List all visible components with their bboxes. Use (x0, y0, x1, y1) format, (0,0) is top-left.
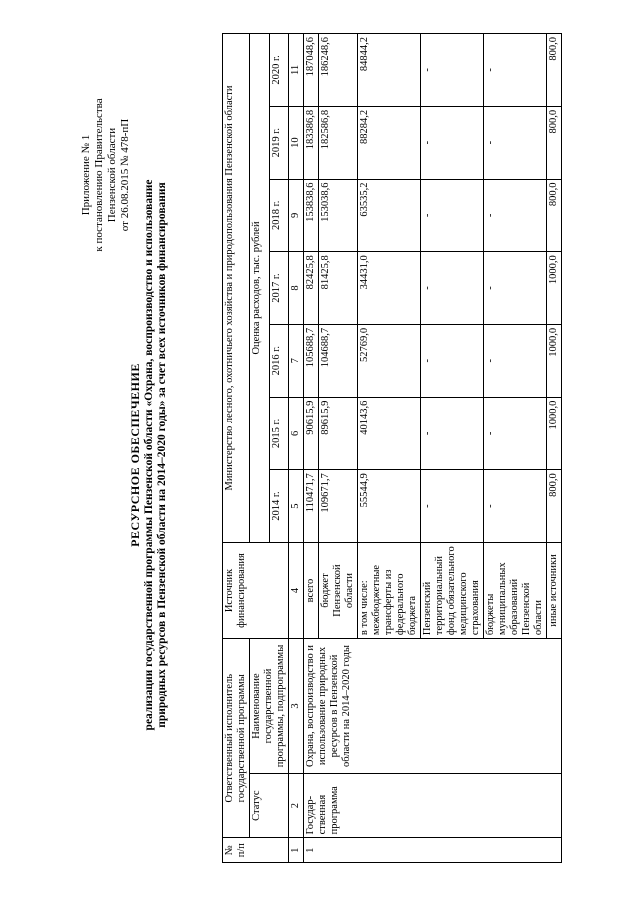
column-number: 3 (289, 639, 304, 774)
value-cell: 800,0 (547, 34, 562, 107)
header-program-name: Наименование государственной программы, подпрограммы (250, 639, 289, 774)
header-year: 2014 г. (269, 470, 289, 543)
value-cell: 800,0 (547, 106, 562, 179)
value-cell: - (484, 252, 547, 325)
value-cell: 52769,0 (358, 324, 421, 397)
column-number: 5 (289, 470, 304, 543)
value-cell: - (484, 179, 547, 252)
column-number: 2 (289, 773, 304, 837)
document-title (128, 45, 169, 865)
value-cell: 1000,0 (547, 324, 562, 397)
source-cell: в том числе: межбюджетные трансферты из федерального бюджета (358, 542, 421, 638)
appendix-line: Пензенской области (106, 127, 118, 223)
value-cell: - (484, 34, 547, 107)
value-cell: 104688,7 (319, 324, 358, 397)
value-cell: 153038,6 (319, 179, 358, 252)
value-cell: 153838,6 (304, 179, 319, 252)
header-year: 2019 г. (269, 106, 289, 179)
appendix-line: Приложение № 1 (80, 134, 92, 216)
value-cell: 88284,2 (358, 106, 421, 179)
header-year: 2018 г. (269, 179, 289, 252)
header-year: 2015 г. (269, 397, 289, 470)
value-cell: - (484, 324, 547, 397)
column-number: 11 (289, 34, 304, 107)
value-cell: 186248,6 (319, 34, 358, 107)
header-year: 2020 г. (269, 34, 289, 107)
table-row (304, 34, 319, 863)
value-cell: 84844,2 (358, 34, 421, 107)
value-cell: - (484, 470, 547, 543)
value-cell: 55544,9 (358, 470, 421, 543)
value-cell: 63535,2 (358, 179, 421, 252)
column-number: 7 (289, 324, 304, 397)
value-cell: 82425,8 (304, 252, 319, 325)
value-cell: 800,0 (547, 179, 562, 252)
appendix-line: от 26.08.2015 № 478-пП (119, 118, 131, 232)
value-cell: - (484, 106, 547, 179)
column-number: 4 (289, 542, 304, 638)
column-number: 9 (289, 179, 304, 252)
value-cell: - (484, 397, 547, 470)
source-cell: всего (304, 542, 319, 638)
value-cell: 800,0 (547, 470, 562, 543)
title-main: РЕСУРСНОЕ ОБЕСПЕЧЕНИЕ (128, 363, 142, 547)
value-cell: 89615,9 (319, 397, 358, 470)
header-status: Статус (250, 773, 289, 837)
value-cell: - (421, 324, 484, 397)
column-numbers-row (289, 34, 304, 863)
value-cell: - (421, 106, 484, 179)
title-line: реализации государственной программы Пензенской области «Охрана, воспроизводство и использование (143, 179, 155, 731)
source-cell: иные источники (547, 542, 562, 638)
header-year: 2016 г. (269, 324, 289, 397)
value-cell: 34431,0 (358, 252, 421, 325)
resource-table (222, 33, 562, 863)
value-cell: 109671,7 (319, 470, 358, 543)
header-no: № п/п (223, 838, 289, 863)
appendix-block (80, 85, 132, 265)
value-cell: 1000,0 (547, 252, 562, 325)
source-cell: бюджеты муниципальных образований Пензенской области (484, 542, 547, 638)
source-cell: бюджет Пензенской области (319, 542, 358, 638)
header-ministry: Министерство лесного, охотничьего хозяйства и природопользования Пензенской области (223, 34, 250, 543)
value-cell: 182586,8 (319, 106, 358, 179)
column-number: 6 (289, 397, 304, 470)
value-cell: - (421, 397, 484, 470)
value-cell: - (421, 179, 484, 252)
value-cell: 40143,6 (358, 397, 421, 470)
header-source: Источник финансирования (223, 542, 289, 638)
header-row (250, 34, 270, 863)
column-number: 1 (289, 838, 304, 863)
value-cell: - (421, 34, 484, 107)
program-name: Охрана, воспроизводство и использование природных ресурсов в Пензенской области на 2014–2020 годы (304, 639, 562, 774)
header-row (223, 34, 250, 863)
header-estimate: Оценка расходов, тыс. рублей (250, 34, 270, 543)
value-cell: 183386,8 (304, 106, 319, 179)
value-cell: - (421, 252, 484, 325)
title-line: природных ресурсов в Пензенской области на 2014–2020 годы» за счет всех источников финансирования (156, 182, 168, 728)
value-cell: 81425,8 (319, 252, 358, 325)
value-cell: - (421, 470, 484, 543)
value-cell: 105688,7 (304, 324, 319, 397)
header-executor: Ответственный исполнитель государственной программы (223, 639, 250, 838)
appendix-line: к постановлению Правительства (93, 98, 105, 252)
program-number: 1 (304, 838, 562, 863)
source-cell: Пензенский территориальный фонд обязательного медицинского страхования (421, 542, 484, 638)
value-cell: 110471,7 (304, 470, 319, 543)
program-status: Государ-ственная программа (304, 773, 562, 837)
value-cell: 1000,0 (547, 397, 562, 470)
column-number: 8 (289, 252, 304, 325)
value-cell: 90615,9 (304, 397, 319, 470)
value-cell: 187048,6 (304, 34, 319, 107)
column-number: 10 (289, 106, 304, 179)
header-year: 2017 г. (269, 252, 289, 325)
